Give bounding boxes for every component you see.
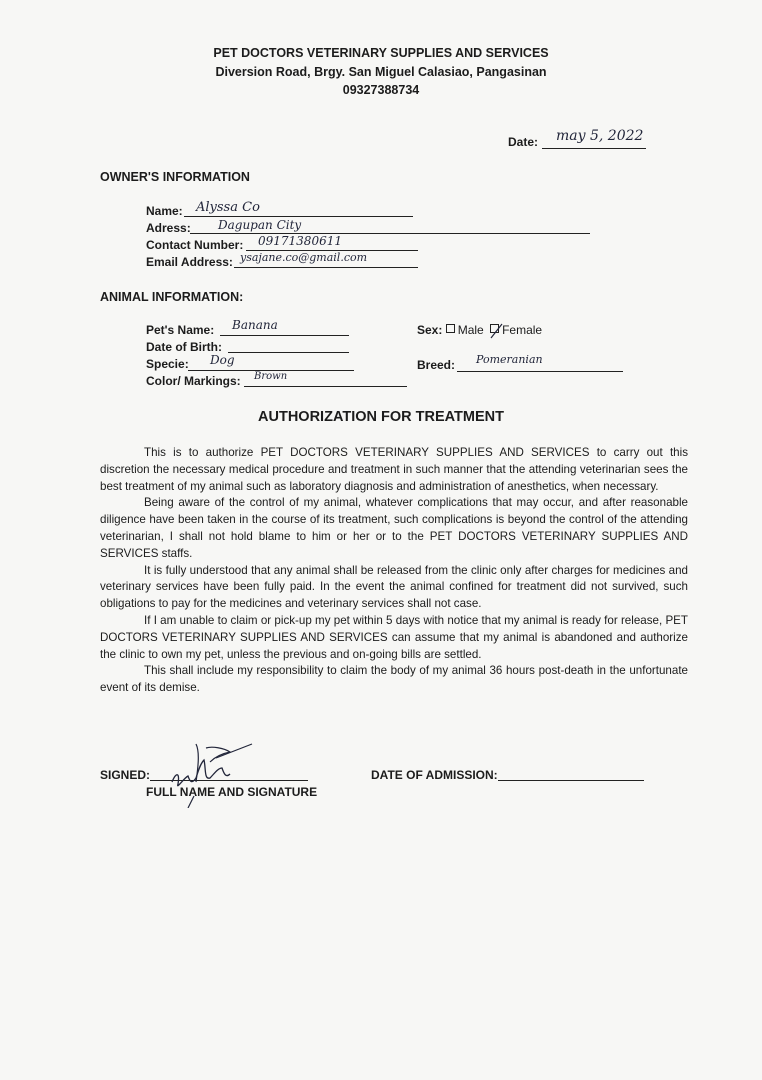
paragraph-remains: This shall include my responsibility to claim the body of my animal 36 hours post-death in the unfortunate event of its demise. <box>100 664 688 695</box>
dob-line <box>228 352 349 353</box>
signed-label: SIGNED: <box>100 768 151 782</box>
owner-name-value: Alyssa Co <box>196 200 260 215</box>
female-option-label: Female <box>502 323 543 337</box>
breed-line <box>457 371 623 372</box>
paragraph-complications: Being aware of the control of my animal, whatever complications that may occur, and after reasonable diligence have been taken in the course of its treatment, such complications is beyond the control of the attending veterinarian, I shall not hold blame to him or her or to the PET DOCTORS VETERINARY SUPPLIES AND SERVICES staffs. <box>100 496 688 560</box>
business-phone: 09327388734 <box>342 83 420 97</box>
owner-address-value: Dagupan City <box>218 218 302 232</box>
owner-address-label: Adress: <box>146 221 191 235</box>
pet-name-label: Pet's Name: <box>146 323 215 337</box>
date-line <box>542 148 646 149</box>
breed-label: Breed: <box>417 358 456 372</box>
date-label: Date: <box>508 135 539 149</box>
specie-label: Specie: <box>146 357 189 371</box>
male-option-label: Male <box>457 323 484 337</box>
color-value: Brown <box>254 371 288 382</box>
owner-email-line <box>234 267 418 268</box>
sex-field <box>417 323 542 337</box>
owner-name-line <box>184 216 413 217</box>
animal-heading: ANIMAL INFORMATION: <box>100 290 244 304</box>
female-check-mark <box>489 322 505 340</box>
admission-line <box>498 780 644 781</box>
owner-contact-value: 09171380611 <box>258 234 342 248</box>
dob-label: Date of Birth: <box>146 340 222 354</box>
authorization-title: AUTHORIZATION FOR TREATMENT <box>258 409 504 425</box>
color-label: Color/ Markings: <box>146 374 241 388</box>
specie-value: Dog <box>210 353 235 367</box>
owner-heading: OWNER'S INFORMATION <box>100 170 250 184</box>
signature-caption: FULL NAME AND SIGNATURE <box>146 785 318 799</box>
male-checkbox[interactable] <box>446 324 455 333</box>
sex-label: Sex: <box>417 323 443 337</box>
owner-email-value: ysajane.co@gmail.com <box>240 251 368 264</box>
owner-address-line <box>190 233 590 234</box>
breed-value: Pomeranian <box>476 353 543 366</box>
paragraph-payment: It is fully understood that any animal shall be released from the clinic only after charges for medicines and veterinary services have been fully paid. In the event the animal confined for treatment did not survived, such obligations to pay for the medicines and veterinary services shall not case. <box>100 563 688 611</box>
admission-label: DATE OF ADMISSION: <box>371 768 498 782</box>
paragraph-abandonment: If I am unable to claim or pick-up my pet within 5 days with notice that my animal is ready for release, PET DOCTORS VETERINARY SUPPLIES AND SERVICES can assume that my animal is abandoned and authorize the clinic to own my pet, unless the previous and on-going bills are settled. <box>100 613 688 661</box>
authorization-body <box>100 445 688 697</box>
color-line <box>244 386 407 387</box>
business-name: PET DOCTORS VETERINARY SUPPLIES AND SERVICES <box>213 46 549 60</box>
pet-name-line <box>220 335 349 336</box>
paragraph-authorize: This is to authorize PET DOCTORS VETERINARY SUPPLIES AND SERVICES to carry out this discretion the necessary medical procedure and treatment in such manner that the attending veterinarian sees the best treatment of my animal such as laboratory diagnosis and administration of anesthetics, when necessary. <box>100 446 688 493</box>
owner-name-label: Name: <box>146 204 183 218</box>
owner-email-label: Email Address: <box>146 255 233 269</box>
date-value: may 5, 2022 <box>556 128 644 144</box>
pet-name-value: Banana <box>232 318 278 332</box>
business-address: Diversion Road, Brgy. San Miguel Calasiao, Pangasinan <box>215 65 547 79</box>
owner-contact-label: Contact Number: <box>146 238 244 252</box>
